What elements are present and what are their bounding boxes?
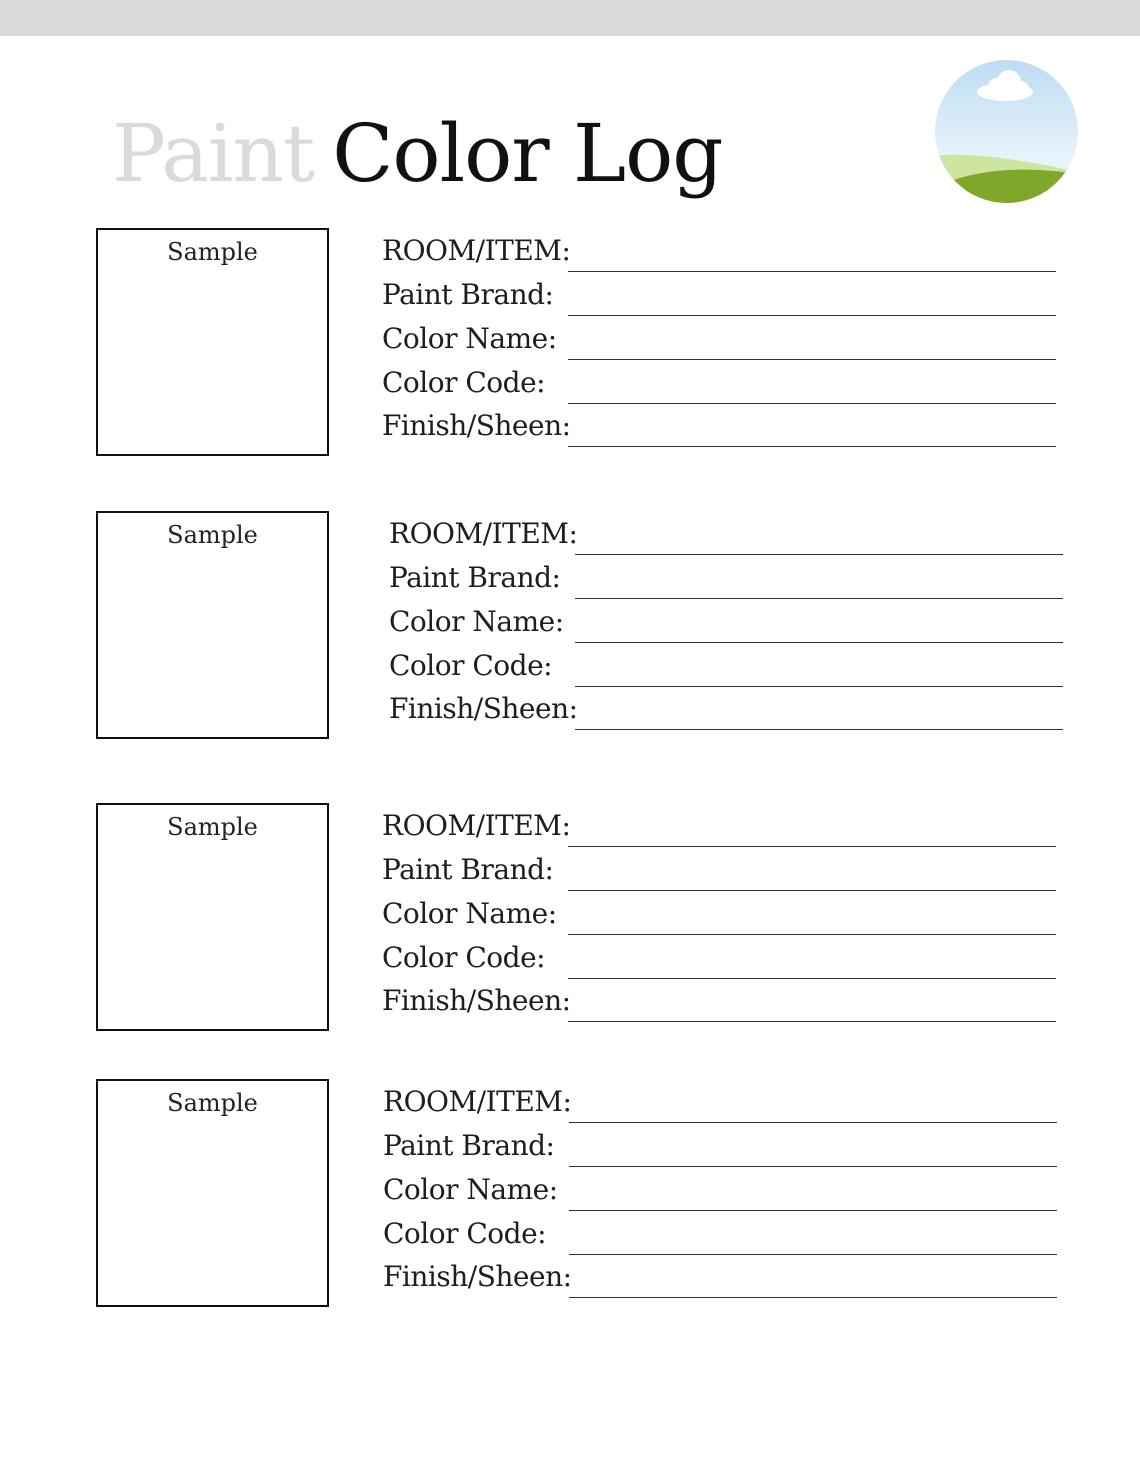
color-code-input-line[interactable] (568, 403, 1056, 404)
field-label: Paint Brand: (389, 561, 561, 594)
field-finish-sheen (389, 688, 1069, 732)
paint-entry-2 (0, 511, 1140, 751)
field-label: Color Code: (382, 366, 546, 399)
color-code-input-line[interactable] (568, 978, 1056, 979)
paint-brand-input-line[interactable] (568, 890, 1056, 891)
field-label: Paint Brand: (382, 278, 554, 311)
room-item-input-line[interactable] (569, 1122, 1057, 1123)
paint-brand-input-line[interactable] (569, 1166, 1057, 1167)
field-label: Color Name: (383, 1173, 558, 1206)
field-label: ROOM/ITEM: (389, 517, 578, 550)
field-color-name (389, 601, 1069, 645)
sample-swatch-box[interactable] (96, 511, 329, 739)
field-label: Color Name: (382, 322, 557, 355)
sample-swatch-box[interactable] (96, 228, 329, 456)
landscape-illustration (935, 60, 1078, 203)
color-code-input-line[interactable] (575, 686, 1063, 687)
field-color-name (383, 1169, 1063, 1213)
paint-entry-1 (0, 228, 1140, 468)
color-code-input-line[interactable] (569, 1254, 1057, 1255)
field-finish-sheen (382, 405, 1062, 449)
field-room-item (389, 513, 1069, 557)
field-room-item (382, 805, 1062, 849)
room-item-input-line[interactable] (568, 271, 1056, 272)
field-label: Finish/Sheen: (382, 409, 571, 442)
finish-sheen-input-line[interactable] (568, 446, 1056, 447)
field-paint-brand (389, 557, 1069, 601)
sample-label: Sample (167, 813, 258, 841)
field-label: ROOM/ITEM: (382, 234, 571, 267)
field-label: Color Code: (389, 649, 553, 682)
field-color-name (382, 893, 1062, 937)
sample-label: Sample (167, 521, 258, 549)
field-paint-brand (382, 274, 1062, 318)
color-name-input-line[interactable] (569, 1210, 1057, 1211)
field-label: Color Code: (382, 941, 546, 974)
paint-brand-input-line[interactable] (575, 598, 1063, 599)
sample-label: Sample (167, 238, 258, 266)
field-color-name (382, 318, 1062, 362)
field-paint-brand (382, 849, 1062, 893)
field-label: Finish/Sheen: (382, 984, 571, 1017)
title-light-word: Paint (112, 107, 315, 200)
sample-label: Sample (167, 1089, 258, 1117)
field-label: ROOM/ITEM: (383, 1085, 572, 1118)
page-title (112, 104, 722, 204)
field-label: ROOM/ITEM: (382, 809, 571, 842)
room-item-input-line[interactable] (575, 554, 1063, 555)
color-name-input-line[interactable] (568, 359, 1056, 360)
paint-entry-4 (0, 1079, 1140, 1319)
landscape-circle-icon (935, 60, 1078, 203)
field-label: Color Code: (383, 1217, 547, 1250)
paint-entry-3 (0, 803, 1140, 1043)
field-label: Color Name: (389, 605, 564, 638)
field-finish-sheen (382, 980, 1062, 1024)
field-room-item (383, 1081, 1063, 1125)
top-strip (0, 0, 1140, 36)
room-item-input-line[interactable] (568, 846, 1056, 847)
finish-sheen-input-line[interactable] (568, 1021, 1056, 1022)
field-color-code (382, 362, 1062, 406)
field-label: Finish/Sheen: (383, 1260, 572, 1293)
field-room-item (382, 230, 1062, 274)
field-label: Color Name: (382, 897, 557, 930)
field-label: Paint Brand: (383, 1129, 555, 1162)
sample-swatch-box[interactable] (96, 1079, 329, 1307)
sample-swatch-box[interactable] (96, 803, 329, 1031)
field-finish-sheen (383, 1256, 1063, 1300)
field-color-code (389, 645, 1069, 689)
color-name-input-line[interactable] (575, 642, 1063, 643)
title-dark-words: Color Log (332, 107, 723, 200)
finish-sheen-input-line[interactable] (575, 729, 1063, 730)
field-color-code (382, 937, 1062, 981)
field-label: Finish/Sheen: (389, 692, 578, 725)
finish-sheen-input-line[interactable] (569, 1297, 1057, 1298)
field-color-code (383, 1213, 1063, 1257)
field-paint-brand (383, 1125, 1063, 1169)
field-label: Paint Brand: (382, 853, 554, 886)
color-name-input-line[interactable] (568, 934, 1056, 935)
paint-brand-input-line[interactable] (568, 315, 1056, 316)
